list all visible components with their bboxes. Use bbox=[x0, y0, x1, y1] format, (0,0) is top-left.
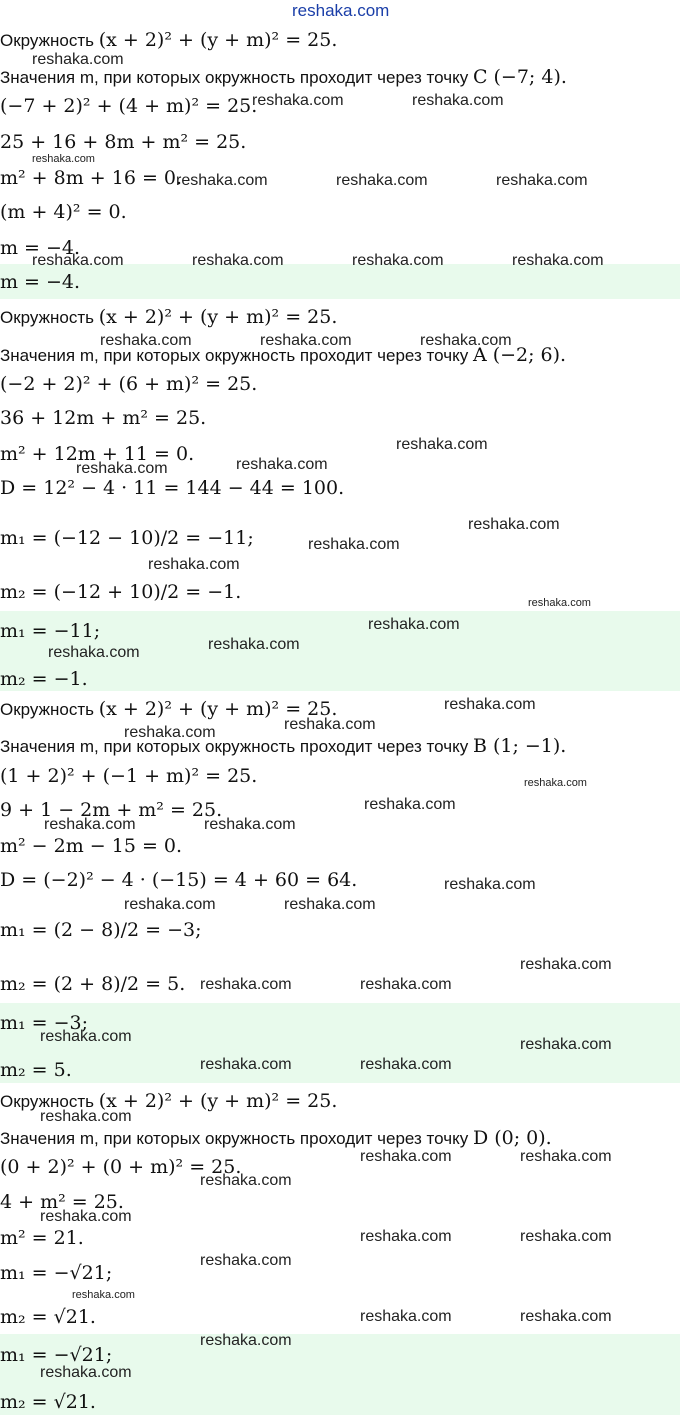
step: (m + 4)² = 0. bbox=[0, 201, 127, 223]
step: 4 + m² = 25. bbox=[0, 1191, 124, 1213]
watermark: reshaka.com bbox=[520, 1036, 612, 1053]
condition-line: Значения m, при которых окружность проходит через точку C (−7; 4). bbox=[0, 66, 567, 88]
step: m² = 21. bbox=[0, 1227, 84, 1249]
watermark: reshaka.com bbox=[200, 1056, 292, 1073]
watermark: reshaka.com bbox=[444, 876, 536, 893]
watermark: reshaka.com bbox=[200, 1332, 292, 1349]
answer: m₁ = −√21; bbox=[0, 1344, 113, 1366]
answer: m₁ = −11; bbox=[0, 620, 101, 642]
watermark: reshaka.com bbox=[420, 332, 512, 349]
point-label: A (−2; 6). bbox=[472, 344, 567, 366]
circle-equation: (x + 2)² + (y + m)² = 25. bbox=[98, 29, 338, 51]
watermark: reshaka.com bbox=[396, 436, 488, 453]
step: D = 12² − 4 · 11 = 144 − 44 = 100. bbox=[0, 477, 345, 499]
watermark: reshaka.com bbox=[412, 92, 504, 109]
watermark: reshaka.com bbox=[360, 1148, 452, 1165]
watermark: reshaka.com bbox=[336, 172, 428, 189]
watermark: reshaka.com bbox=[176, 172, 268, 189]
circle-equation: (x + 2)² + (y + m)² = 25. bbox=[98, 698, 338, 720]
watermark: reshaka.com bbox=[100, 332, 192, 349]
step: 36 + 12m + m² = 25. bbox=[0, 407, 207, 429]
watermark: reshaka.com bbox=[252, 92, 344, 109]
circle-equation: (x + 2)² + (y + m)² = 25. bbox=[98, 306, 338, 328]
watermark: reshaka.com bbox=[360, 976, 452, 993]
watermark: reshaka.com bbox=[32, 51, 124, 68]
circle-equation-line: Окружность (x + 2)² + (y + m)² = 25. bbox=[0, 698, 338, 720]
watermark: reshaka.com bbox=[496, 172, 588, 189]
circle-equation: (x + 2)² + (y + m)² = 25. bbox=[98, 1090, 338, 1112]
watermark: reshaka.com bbox=[520, 1228, 612, 1245]
step: m₁ = (−12 − 10)/2 = −11; bbox=[0, 527, 254, 549]
watermark: reshaka.com bbox=[40, 1028, 132, 1045]
watermark: reshaka.com bbox=[352, 252, 444, 269]
watermark-logo: reshaka.com bbox=[292, 1, 390, 20]
step: (1 + 2)² + (−1 + m)² = 25. bbox=[0, 765, 258, 787]
watermark: reshaka.com bbox=[148, 556, 240, 573]
watermark: reshaka.com bbox=[48, 644, 140, 661]
step: m² − 2m − 15 = 0. bbox=[0, 835, 183, 857]
watermark: reshaka.com bbox=[40, 1108, 132, 1125]
circle-equation-line: Окружность (x + 2)² + (y + m)² = 25. bbox=[0, 306, 338, 328]
step: (−7 + 2)² + (4 + m)² = 25. bbox=[0, 95, 258, 117]
watermark: reshaka.com bbox=[236, 456, 328, 473]
watermark: reshaka.com bbox=[44, 816, 136, 833]
watermark: reshaka.com bbox=[360, 1056, 452, 1073]
watermark: reshaka.com bbox=[124, 724, 216, 741]
watermark: reshaka.com bbox=[468, 516, 560, 533]
answer: m₁ = −3; bbox=[0, 1012, 89, 1034]
condition-line: Значения m, при которых окружность проходит через точку D (0; 0). bbox=[0, 1127, 552, 1149]
watermark: reshaka.com bbox=[512, 252, 604, 269]
watermark: reshaka.com bbox=[192, 252, 284, 269]
answer: m₂ = 5. bbox=[0, 1059, 72, 1081]
point-label: B (1; −1). bbox=[472, 735, 567, 757]
step: (0 + 2)² + (0 + m)² = 25. bbox=[0, 1156, 242, 1178]
watermark: reshaka.com bbox=[524, 777, 587, 789]
watermark: reshaka.com bbox=[528, 597, 591, 609]
watermark: reshaka.com bbox=[360, 1228, 452, 1245]
step: m₂ = (2 + 8)/2 = 5. bbox=[0, 973, 186, 995]
watermark: reshaka.com bbox=[308, 536, 400, 553]
watermark: reshaka.com bbox=[284, 716, 376, 733]
step: 9 + 1 − 2m + m² = 25. bbox=[0, 799, 223, 821]
step: m₂ = √21. bbox=[0, 1306, 96, 1328]
watermark: reshaka.com bbox=[360, 1308, 452, 1325]
answer: m₂ = −1. bbox=[0, 668, 88, 690]
watermark: reshaka.com bbox=[444, 696, 536, 713]
step: m² + 12m + 11 = 0. bbox=[0, 443, 195, 465]
watermark: reshaka.com bbox=[200, 976, 292, 993]
circle-equation-line: Окружность (x + 2)² + (y + m)² = 25. bbox=[0, 1090, 338, 1112]
watermark: reshaka.com bbox=[260, 332, 352, 349]
watermark: reshaka.com bbox=[124, 896, 216, 913]
watermark: reshaka.com bbox=[204, 816, 296, 833]
condition-line: Значения m, при которых окружность проходит через точку A (−2; 6). bbox=[0, 344, 567, 366]
watermark: reshaka.com bbox=[40, 1364, 132, 1381]
watermark: reshaka.com bbox=[368, 616, 460, 633]
watermark: reshaka.com bbox=[520, 1308, 612, 1325]
watermark: reshaka.com bbox=[32, 252, 124, 269]
watermark: reshaka.com bbox=[200, 1252, 292, 1269]
watermark: reshaka.com bbox=[284, 896, 376, 913]
watermark: reshaka.com bbox=[40, 1208, 132, 1225]
condition-line: Значения m, при которых окружность проходит через точку B (1; −1). bbox=[0, 735, 567, 757]
watermark: reshaka.com bbox=[520, 1148, 612, 1165]
watermark: reshaka.com bbox=[364, 796, 456, 813]
step: m₁ = −√21; bbox=[0, 1262, 113, 1284]
step: m² + 8m + 16 = 0. bbox=[0, 167, 183, 189]
watermark: reshaka.com bbox=[208, 636, 300, 653]
watermark: reshaka.com bbox=[200, 1172, 292, 1189]
point-label: C (−7; 4). bbox=[472, 66, 567, 88]
point-label: D (0; 0). bbox=[472, 1127, 552, 1149]
watermark: reshaka.com bbox=[72, 1289, 135, 1301]
circle-equation-line: Окружность (x + 2)² + (y + m)² = 25. bbox=[0, 29, 338, 51]
answer: m₂ = √21. bbox=[0, 1391, 96, 1413]
watermark: reshaka.com bbox=[32, 153, 95, 165]
step: m₂ = (−12 + 10)/2 = −1. bbox=[0, 581, 242, 603]
answer: m = −4. bbox=[0, 271, 81, 293]
watermark: reshaka.com bbox=[76, 460, 168, 477]
step: (−2 + 2)² + (6 + m)² = 25. bbox=[0, 373, 258, 395]
step: m₁ = (2 − 8)/2 = −3; bbox=[0, 919, 202, 941]
step: m = −4. bbox=[0, 237, 81, 259]
step: D = (−2)² − 4 · (−15) = 4 + 60 = 64. bbox=[0, 869, 358, 891]
step: 25 + 16 + 8m + m² = 25. bbox=[0, 131, 247, 153]
watermark: reshaka.com bbox=[520, 956, 612, 973]
